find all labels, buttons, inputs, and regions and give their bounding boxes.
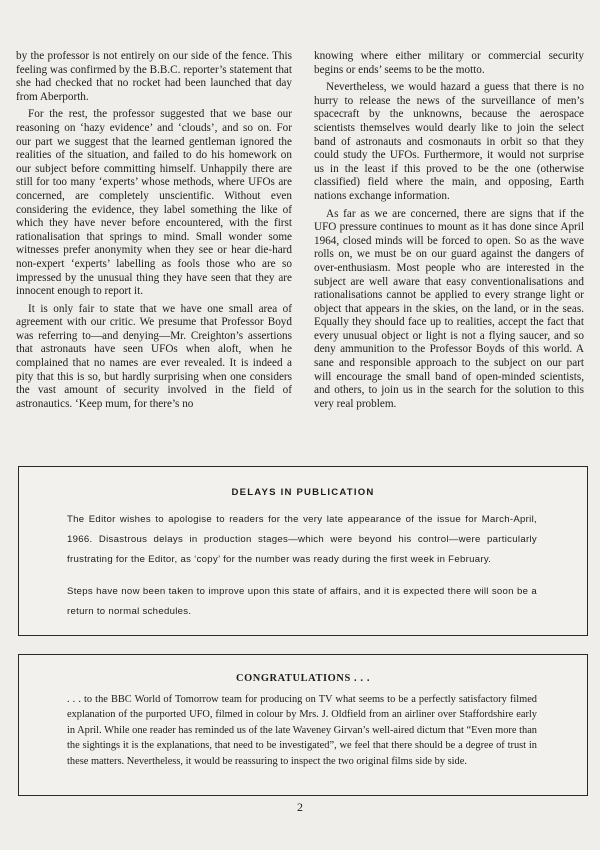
article-paragraph: It is only fair to state that we have one small area of agreement with our critic. We presume that Professor Boyd was referring to—and denying—Mr. Creighton’s assertions that astronauts have seen UFOs when aloft, when he complained that no names are ever revealed. It is indeed a pity that this is so, but hardly surprising when one considers the vast amount of security involved in the field of astronautics. ‘Keep mum, for there’s no [16, 302, 292, 410]
article-paragraph: Nevertheless, we would hazard a guess that there is no hurry to release the news of the surveillance of men’s spacecraft by the unknowns, because the aerospace scientists themselves would dearly like to join the select band of astronauts and cosmonauts in orbit so that they could study the UFOs. Furthermore, it would not surprise us in the least if this proved to be the one (otherwise classified) field where the main, and opposing, Earth nations exchange information. [314, 81, 584, 202]
congratulations-body: . . . to the BBC World of Tomorrow team for producing on TV what seems to be a perfectly satisfactory filmed explanation of the purported UFO, filmed in colour by Mrs. J. Oldfield from an airliner over Staffordshire early in April. While one reader has reminded us of the late Waveney Girvan’s well-aired dictum that “Even more than the sightings it is the explanations, that need to be investigated”, we feel that there should be a degree of trust in these matters. Nevertheless, it would be reassuring to inspect the two original films side by side. [67, 694, 537, 767]
delays-notice-title: DELAYS IN PUBLICATION [231, 487, 375, 498]
delays-notice-body [67, 510, 537, 622]
congratulations-box [18, 654, 588, 796]
page-number: 2 [297, 800, 303, 814]
delays-notice-paragraph: The Editor wishes to apologise to readers for the very late appearance of the issue for March-April, 1966. Disastrous delays in production stages—which were beyond his control—were particularly frustrating for the Editor, as ‘copy’ for the number was ready during the first week in February. [67, 514, 537, 565]
article-right-column [314, 50, 584, 415]
congratulations-title: CONGRATULATIONS . . . [235, 673, 371, 684]
delays-notice-paragraph: Steps have now been taken to improve upon this state of affairs, and it is expected there will soon be a return to normal schedules. [67, 586, 537, 617]
delays-notice-box [18, 466, 588, 636]
article-paragraph: by the professor is not entirely on our side of the fence. This feeling was confirmed by the B.B.C. reporter’s statement that she had checked that no rocket had been launched that day from Aberporth. [16, 50, 292, 103]
article-left-column [16, 50, 292, 415]
article-paragraph: For the rest, the professor suggested that we base our reasoning on ‘hazy evidence’ and ‘clouds’, and so on. For our part we suggest that the learned gentleman ignored the realities of the situation, and failed to do his homework on our subject before committing himself. Unhappily there are still for too many ‘experts’ whose methods, where UFOs are concerned, are completely unscientific. Without even considering the evidence, they label something the like of which they have never before encountered, with the first rationalisation that springs to mind. Small wonder some witnesses prefer anonymity when they see or hear die-hard non-expert ‘experts’ labelling as fools those who are so impressed by the unusual thing they have seen that they are innocent enough to report it. [16, 108, 292, 298]
article-paragraph: As far as we are concerned, there are signs that if the UFO pressure continues to mount as it has done since April 1964, closed minds will be forced to open. So as the wave rolls on, we must be on our guard against the dangers of over-enthusiasm. Most people who are interested in the subject are well aware that easy conventionalisations and rationalisations cannot be applied to every strange light or object that appears in the skies, on the land, or in the seas. Equally they should face up to realities, accept the fact that every unusual object or light is not a flying saucer, and so deny ammunition to the Professor Boyds of this world. A sane and responsible approach to the subject on our part will encourage the small band of open-minded scientists, and others, to join us in the search for the solution to this very real problem. [314, 207, 584, 410]
article-paragraph: knowing where either military or commercial security begins or ends’ seems to be the motto. [314, 50, 584, 76]
